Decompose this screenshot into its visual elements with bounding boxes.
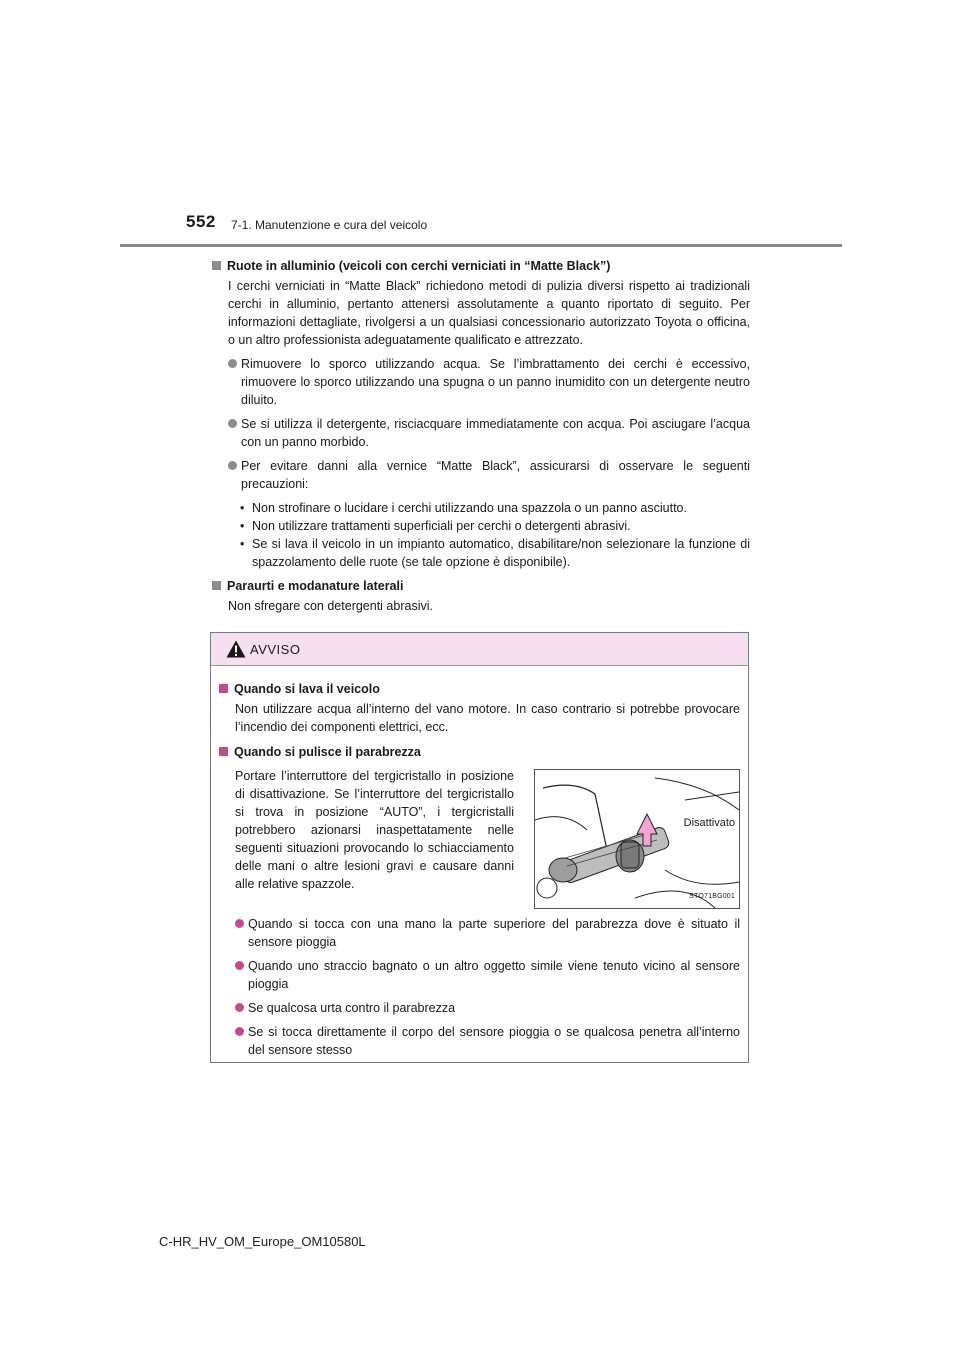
- list-item-text: Se si tocca direttamente il corpo del sensore pioggia o se qualcosa penetra all’interno del sensore stesso: [248, 1025, 740, 1057]
- dot-marker: •: [240, 501, 245, 515]
- windshield-heading: [219, 743, 740, 761]
- section-title: 7-1. Manutenzione e cura del veicolo: [231, 218, 428, 232]
- circle-bullet-icon: [228, 419, 237, 428]
- warning-triangle-icon: [226, 640, 246, 658]
- sub-list-item-text: Non strofinare o lucidare i cerchi utilizzando una spazzola o un panno asciutto.: [252, 501, 687, 515]
- list-item: [235, 1023, 740, 1059]
- figure-label: Disattivato: [683, 814, 736, 832]
- warning-box: [210, 632, 749, 1063]
- square-bullet-icon: [212, 581, 221, 590]
- square-bullet-icon: [212, 261, 221, 270]
- figure-code: STO71BG001: [689, 893, 735, 900]
- windshield-heading-text: Quando si pulisce il parabrezza: [234, 745, 421, 759]
- windshield-row: [219, 767, 740, 909]
- sub-list-item-text: Se si lava il veicolo in un impianto automatico, disabilitare/non selezionare la funzione di spazzolamento delle ruote (se tale opzione è disponibile).: [252, 537, 750, 569]
- list-item: [235, 957, 740, 993]
- dot-marker: •: [240, 519, 245, 533]
- list-item-text: Per evitare danni alla vernice “Matte Black”, assicurarsi di osservare le seguenti precauzioni:: [241, 459, 750, 491]
- list-item-text: Quando uno straccio bagnato o un altro oggetto simile viene tenuto vicino al sensore pioggia: [248, 959, 740, 991]
- sub-list-item: [240, 517, 750, 535]
- list-item-text: Quando si tocca con una mano la parte superiore del parabrezza dove è situato il sensore pioggia: [248, 917, 740, 949]
- warning-body: [211, 666, 748, 1059]
- list-item: [235, 999, 740, 1017]
- warning-header: [211, 633, 748, 666]
- circle-bullet-icon: [235, 961, 244, 970]
- wash-heading: [219, 680, 740, 698]
- wheels-intro: I cerchi verniciati in “Matte Black” richiedono metodi di pulizia diversi rispetto ai tradizionali cerchi in alluminio, pertanto attenersi assolutamente a quanto riportato di seguito. Per informazioni dettagliate, rivolgersi a un qualsiasi concessionario autorizzato Toyota o officina, o un altro professionista adeguatamente qualificato e attrezzato.: [228, 279, 750, 347]
- wheels-heading: [212, 257, 750, 275]
- bumpers-heading: [212, 577, 750, 595]
- dot-marker: •: [240, 537, 245, 551]
- circle-bullet-icon: [228, 359, 237, 368]
- wash-heading-text: Quando si lava il veicolo: [234, 682, 380, 696]
- list-item: [235, 915, 740, 951]
- square-bullet-icon: [219, 684, 228, 693]
- sub-list-item: [240, 499, 750, 517]
- sub-list-item-text: Non utilizzare trattamenti superficiali per cerchi o detergenti abrasivi.: [252, 519, 631, 533]
- warning-title: AVVISO: [250, 641, 301, 657]
- windshield-text: Portare l’interruttore del tergicristallo in posizione di disattivazione. Se l’interruttore del tergicristallo si trova in posizione “AUTO”, i tergicristalli potrebbero azionarsi inaspettatamente nelle seguenti situazioni provocando lo schiacciamento delle mani o altre lesioni gravi e causare danni alle relative spazzole.: [235, 769, 514, 891]
- wash-text: Non utilizzare acqua all’interno del vano motore. In caso contrario si potrebbe provocare l’incendio dei componenti elettrici, ecc.: [235, 702, 740, 734]
- wiper-switch-figure: [534, 769, 740, 909]
- precautions-list: [240, 499, 750, 571]
- list-item: [228, 355, 750, 409]
- list-item-text: Se qualcosa urta contro il parabrezza: [248, 1001, 456, 1015]
- header-rule: [120, 244, 842, 247]
- circle-bullet-icon: [235, 1027, 244, 1036]
- list-item-text: Se si utilizza il detergente, risciacquare immediatamente con acqua. Poi asciugare l’acqua con un panno morbido.: [241, 417, 750, 449]
- circle-bullet-icon: [235, 1003, 244, 1012]
- sub-list-item: [240, 535, 750, 571]
- circle-bullet-icon: [228, 461, 237, 470]
- list-item-text: Rimuovere lo sporco utilizzando acqua. Se l’imbrattamento dei cerchi è eccessivo, rimuovere lo sporco utilizzando una spugna o un panno inumidito con un detergente neutro diluito.: [241, 357, 750, 407]
- bumpers-text: Non sfregare con detergenti abrasivi.: [228, 599, 433, 613]
- list-item: [228, 457, 750, 493]
- wheels-heading-text: Ruote in alluminio (veicoli con cerchi verniciati in “Matte Black”): [227, 259, 611, 273]
- main-content: [212, 254, 750, 615]
- circle-bullet-icon: [235, 919, 244, 928]
- list-item: [228, 415, 750, 451]
- bumpers-heading-text: Paraurti e modanature laterali: [227, 579, 404, 593]
- document-code: C-HR_HV_OM_Europe_OM10580L: [159, 1234, 366, 1249]
- page-number: 552: [186, 212, 216, 231]
- square-bullet-icon: [219, 747, 228, 756]
